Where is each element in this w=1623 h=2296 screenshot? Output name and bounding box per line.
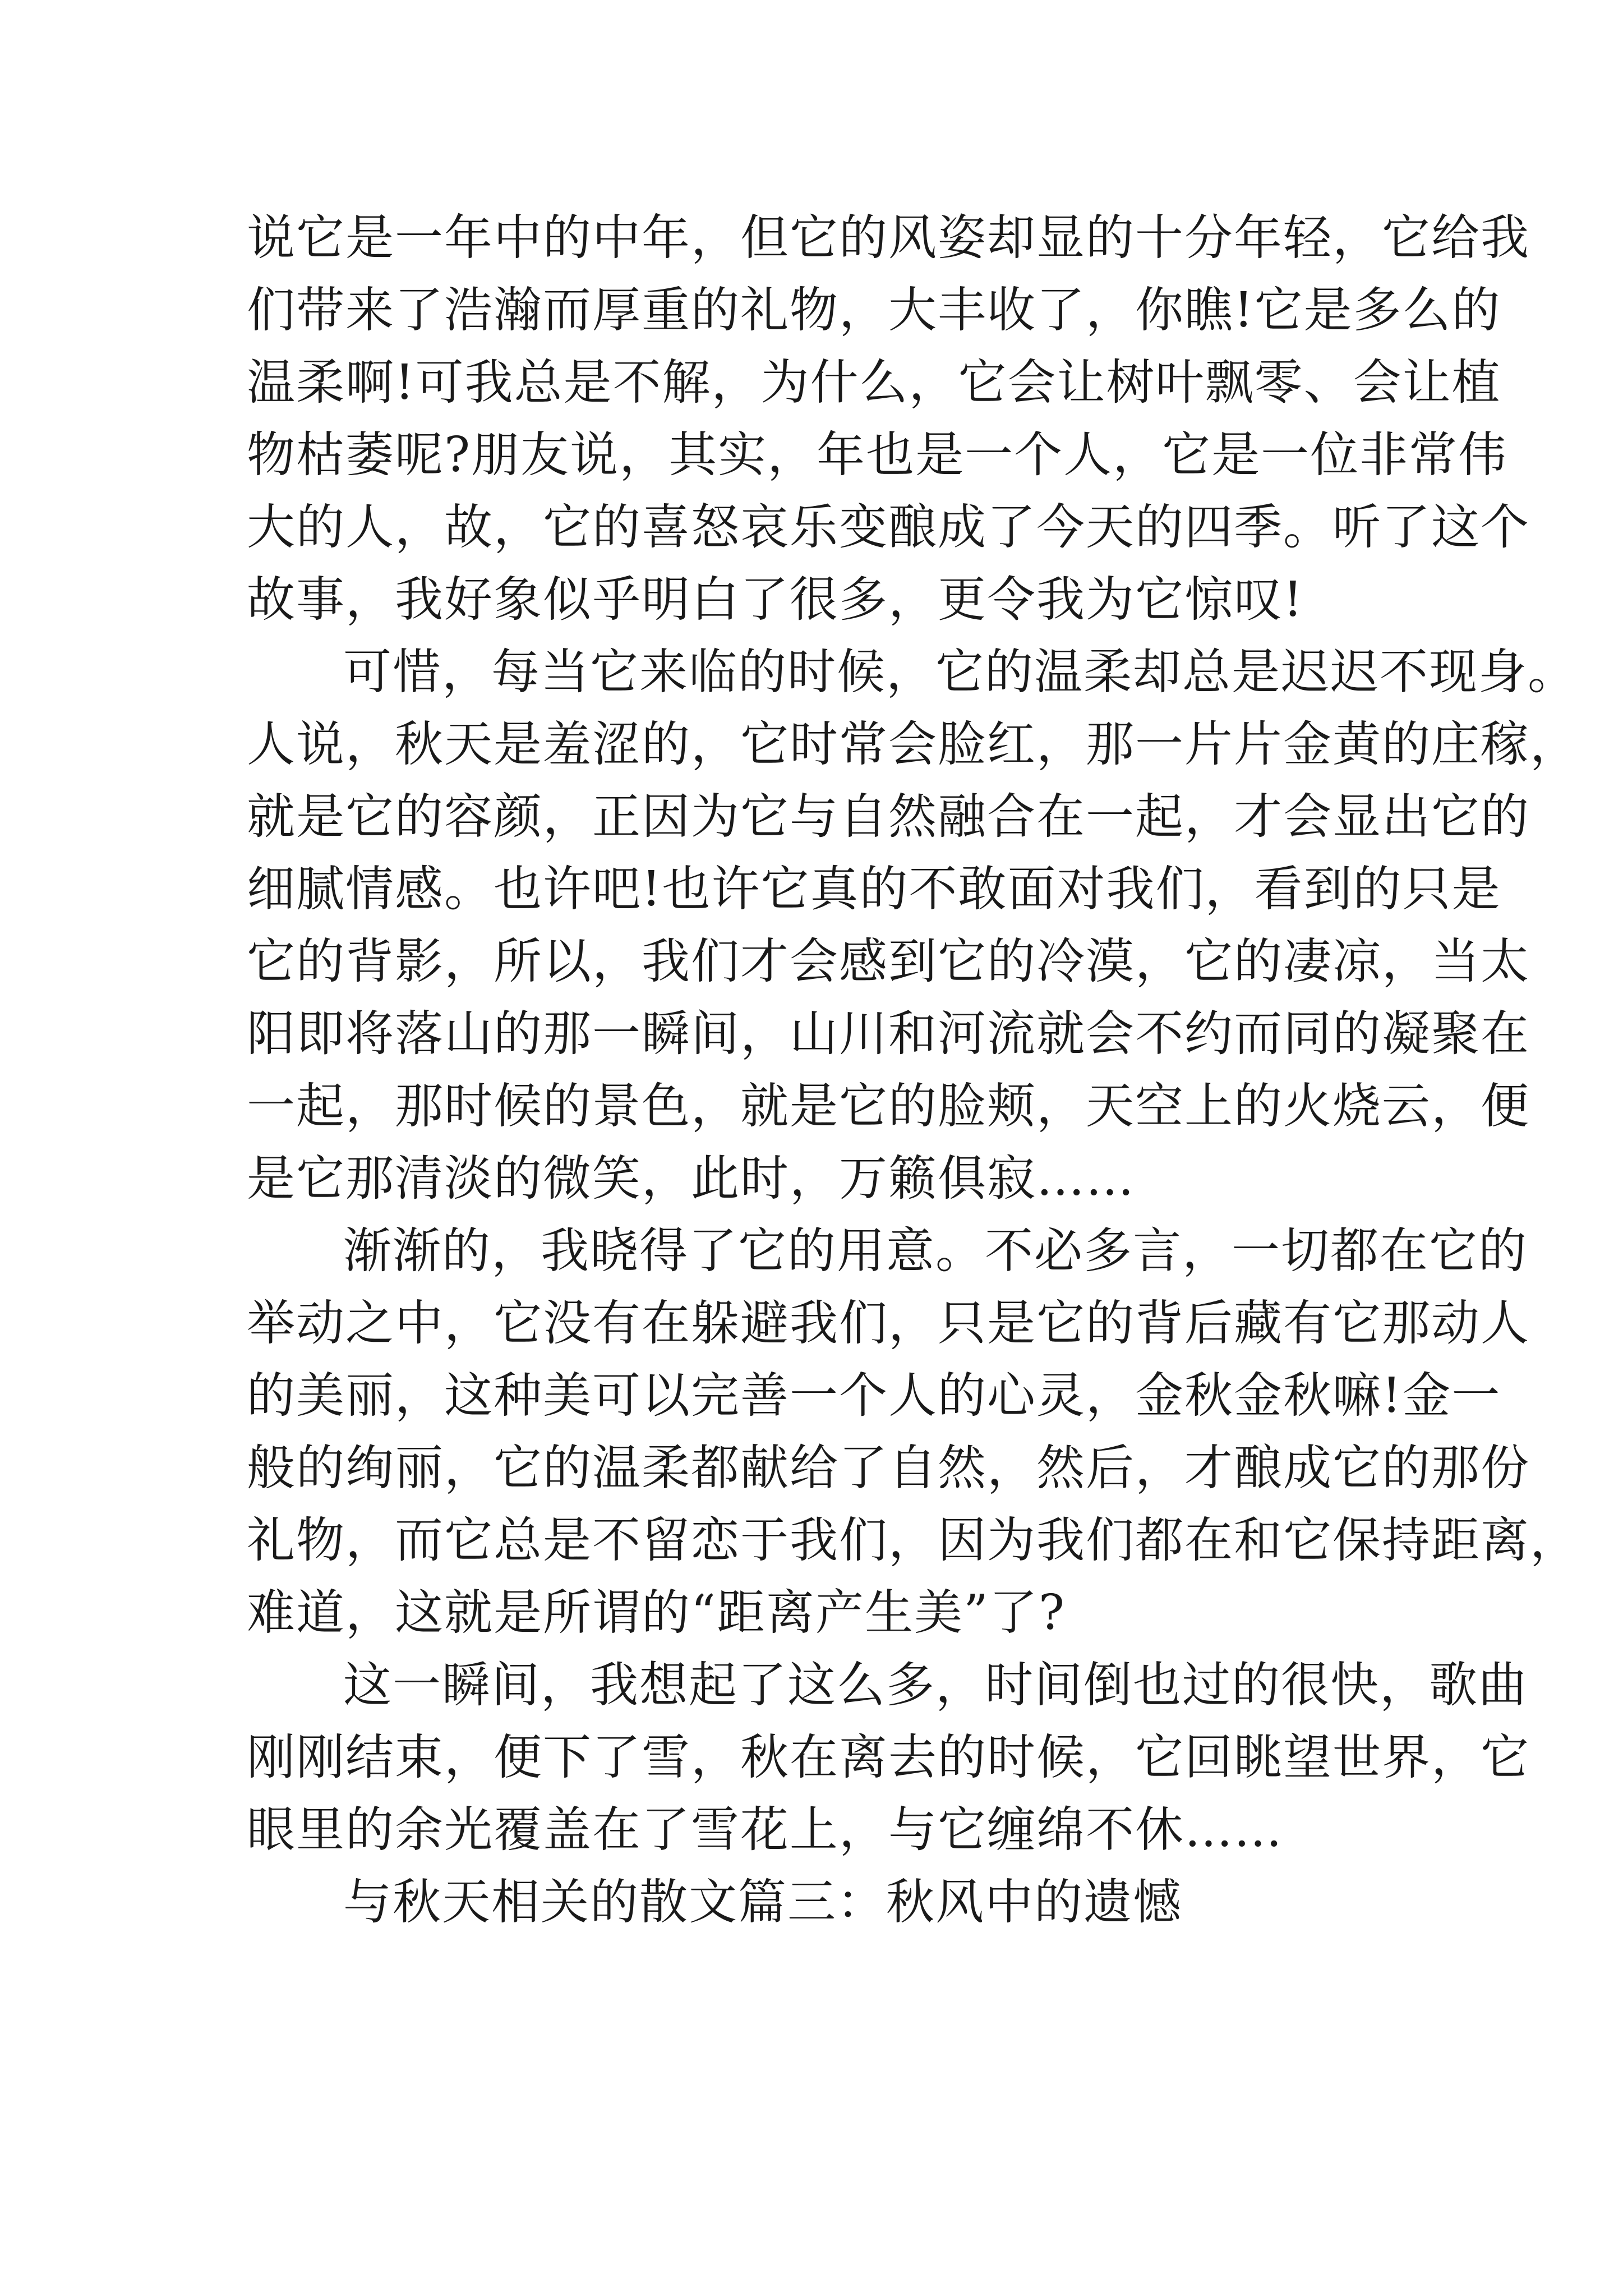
text-line: 这一瞬间，我想起了这么多，时间倒也过的很快，歌曲 xyxy=(343,1657,1528,1713)
text-line: 刚刚结束，便下了雪，秋在离去的时候，它回眺望世界，它 xyxy=(247,1729,1530,1786)
text-line: 礼物，而它总是不留恋于我们，因为我们都在和它保持距离， xyxy=(247,1512,1579,1568)
text-line: 难道，这就是所谓的“距离产生美”了? xyxy=(247,1585,1066,1641)
text-line: 说它是一年中的中年，但它的风姿却显的十分年轻，它给我 xyxy=(247,210,1530,266)
text-line: 举动之中，它没有在躲避我们，只是它的背后藏有它那动人 xyxy=(247,1295,1530,1351)
text-line: 故事，我好象似乎明白了很多，更令我为它惊叹! xyxy=(247,572,1304,628)
text-line: 物枯萎呢?朋友说，其实，年也是一个人，它是一位非常伟 xyxy=(247,427,1508,483)
heading-text: 与秋天相关的散文篇三：秋风中的遗憾 xyxy=(343,1874,1182,1930)
text-line: 们带来了浩瀚而厚重的礼物，大丰收了，你瞧!它是多么的 xyxy=(247,282,1501,338)
text-line: 的美丽，这种美可以完善一个人的心灵，金秋金秋嘛!金一 xyxy=(247,1368,1501,1424)
text-line: 一起，那时候的景色，就是它的脸颊，天空上的火烧云，便 xyxy=(247,1078,1530,1134)
text-line: 就是它的容颜，正因为它与自然融合在一起，才会显出它的 xyxy=(247,789,1530,845)
paragraph-1 xyxy=(247,202,1530,636)
text-line: 阳即将落山的那一瞬间，山川和河流就会不约而同的凝聚在 xyxy=(247,1006,1530,1062)
text-line: 大的人，故，它的喜怒哀乐变酿成了今天的四季。听了这个 xyxy=(247,499,1530,555)
text-line: 般的绚丽，它的温柔都献给了自然，然后，才酿成它的那份 xyxy=(247,1440,1530,1496)
text-line: 人说，秋天是羞涩的，它时常会脸红，那一片片金黄的庄稼， xyxy=(247,716,1579,772)
text-line: 细腻情感。也许吧!也许它真的不敢面对我们，看到的只是 xyxy=(247,861,1501,917)
text-line: 渐渐的，我晓得了它的用意。不必多言，一切都在它的 xyxy=(343,1223,1528,1279)
text-line: 温柔啊!可我总是不解，为什么，它会让树叶飘零、会让植 xyxy=(247,355,1501,411)
paragraph-4 xyxy=(247,1649,1530,1866)
text-line: 可惜，每当它来临的时候，它的温柔却总是迟迟不现身。 xyxy=(343,644,1577,700)
text-line: 它的背影，所以，我们才会感到它的冷漠，它的凄凉，当太 xyxy=(247,933,1530,990)
text-line: 眼里的余光覆盖在了雪花上，与它缠绵不休…… xyxy=(247,1802,1283,1858)
paragraph-3 xyxy=(247,1215,1579,1649)
paragraph-2 xyxy=(247,636,1579,1215)
section-heading xyxy=(247,1866,1385,1939)
text-line: 是它那清淡的微笑，此时，万籁俱寂…… xyxy=(247,1151,1135,1207)
document-body xyxy=(247,202,1579,1939)
